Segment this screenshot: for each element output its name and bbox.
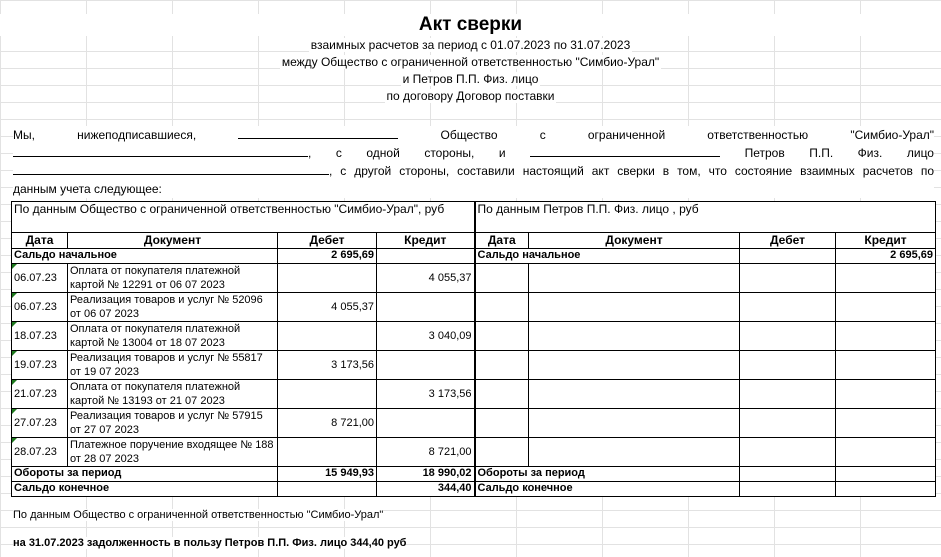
intro-line-1: Мы, нижеподписавшиеся, Общество с ограниченной ответственностью "Симбио-Урал"	[13, 128, 935, 142]
empty-cell	[836, 264, 936, 293]
signature-blank	[530, 145, 720, 157]
table-row	[12, 409, 936, 438]
table-row	[12, 351, 936, 380]
empty-cell	[740, 249, 836, 264]
row-debit	[278, 438, 377, 467]
empty-cell	[529, 293, 740, 322]
intro-line-3: , с другой стороны, составили настоящий акт сверки в том, что состояние взаимных расчетов по	[13, 162, 934, 180]
empty-cell	[475, 409, 529, 438]
row-credit	[377, 293, 475, 322]
intro-line-4: данным учета следующее:	[13, 182, 162, 196]
signature-blank	[13, 163, 329, 175]
empty-cell	[740, 438, 836, 467]
col-debit: Дебет	[278, 233, 377, 249]
row-document: Оплата от покупателя платежной картой № 13193 от 21 07 2023	[68, 380, 278, 409]
footer-debt-summary: на 31.07.2023 задолженность в пользу Петров П.П. Физ. лицо 344,40 руб	[13, 537, 407, 549]
signature-blank	[13, 145, 308, 157]
row-date: 21.07.23	[12, 380, 68, 409]
row-date: 18.07.23	[12, 322, 68, 351]
left-party-header: По данным Общество с ограниченной ответственностью "Симбио-Урал", руб	[12, 202, 475, 233]
row-credit	[377, 351, 475, 380]
empty-cell	[740, 482, 836, 497]
row-credit	[377, 409, 475, 438]
intro-paragraph	[13, 126, 934, 198]
row-document: Оплата от покупателя платежной картой № 13004 от 18 07 2023	[68, 322, 278, 351]
row-debit: 8 721,00	[278, 409, 377, 438]
empty-cell	[740, 264, 836, 293]
row-credit: 4 055,37	[377, 264, 475, 293]
empty-cell	[740, 293, 836, 322]
row-credit: 3 040,09	[377, 322, 475, 351]
turnover-credit: 18 990,02	[377, 467, 475, 482]
empty-cell	[529, 438, 740, 467]
right-party-header: По данным Петров П.П. Физ. лицо , руб	[475, 202, 936, 233]
table-row	[12, 322, 936, 351]
empty-cell	[475, 380, 529, 409]
row-debit	[278, 322, 377, 351]
empty-cell	[475, 351, 529, 380]
row-credit: 3 173,56	[377, 380, 475, 409]
row-date: 27.07.23	[12, 409, 68, 438]
row-date: 06.07.23	[12, 293, 68, 322]
opening-balance-label: Сальдо начальное	[12, 249, 278, 264]
subtitle-contract: по договору Договор поставки	[386, 89, 555, 103]
col-credit: Кредит	[836, 233, 936, 249]
empty-cell	[836, 351, 936, 380]
row-debit	[278, 264, 377, 293]
empty-cell	[740, 409, 836, 438]
col-debit: Дебет	[740, 233, 836, 249]
empty-cell	[529, 322, 740, 351]
row-debit: 4 055,37	[278, 293, 377, 322]
empty-cell	[278, 482, 377, 497]
document-title: Акт сверки	[0, 14, 941, 36]
row-document: Оплата от покупателя платежной картой № 12291 от 06 07 2023	[68, 264, 278, 293]
row-date: 28.07.23	[12, 438, 68, 467]
empty-cell	[377, 249, 475, 264]
empty-cell	[836, 409, 936, 438]
empty-cell	[475, 322, 529, 351]
turnover-debit: 15 949,93	[278, 467, 377, 482]
empty-cell	[740, 322, 836, 351]
turnover-label: Обороты за период	[12, 467, 278, 482]
table-row	[12, 293, 936, 322]
empty-cell	[836, 438, 936, 467]
row-debit	[278, 380, 377, 409]
closing-balance-label: Сальдо конечное	[12, 482, 278, 497]
intro-line-2: , с одной стороны, и Петров П.П. Физ. лицо	[13, 144, 934, 162]
empty-cell	[475, 438, 529, 467]
opening-balance-credit: 2 695,69	[836, 249, 936, 264]
closing-balance-credit: 344,40	[377, 482, 475, 497]
empty-cell	[740, 351, 836, 380]
col-credit: Кредит	[377, 233, 475, 249]
opening-balance-label: Сальдо начальное	[475, 249, 740, 264]
col-date: Дата	[475, 233, 529, 249]
closing-balance-label: Сальдо конечное	[475, 482, 740, 497]
table-row	[12, 380, 936, 409]
subtitle-period: взаимных расчетов за период с 01.07.2023 по 31.07.2023	[310, 38, 631, 52]
table-row	[12, 264, 936, 293]
row-document: Реализация товаров и услуг № 57915 от 27 07 2023	[68, 409, 278, 438]
row-debit: 3 173,56	[278, 351, 377, 380]
row-date: 06.07.23	[12, 264, 68, 293]
empty-cell	[529, 264, 740, 293]
empty-cell	[836, 467, 936, 482]
empty-cell	[475, 293, 529, 322]
footer-party-note: По данным Общество с ограниченной ответственностью "Симбио-Урал"	[13, 509, 384, 521]
col-date: Дата	[12, 233, 68, 249]
table-row	[12, 438, 936, 467]
subtitle-and: и Петров П.П. Физ. лицо	[402, 72, 539, 86]
col-document: Документ	[68, 233, 278, 249]
signature-blank	[238, 127, 398, 139]
empty-cell	[529, 380, 740, 409]
empty-cell	[836, 380, 936, 409]
row-document: Реализация товаров и услуг № 55817 от 19 07 2023	[68, 351, 278, 380]
empty-cell	[529, 409, 740, 438]
empty-cell	[529, 351, 740, 380]
row-document: Реализация товаров и услуг № 52096 от 06 07 2023	[68, 293, 278, 322]
empty-cell	[836, 293, 936, 322]
empty-cell	[836, 482, 936, 497]
empty-cell	[836, 322, 936, 351]
empty-cell	[740, 467, 836, 482]
reconciliation-table	[11, 201, 936, 497]
row-credit: 8 721,00	[377, 438, 475, 467]
empty-cell	[475, 264, 529, 293]
opening-balance-debit: 2 695,69	[278, 249, 377, 264]
col-document: Документ	[529, 233, 740, 249]
row-date: 19.07.23	[12, 351, 68, 380]
row-document: Платежное поручение входящее № 188 от 28 07 2023	[68, 438, 278, 467]
turnover-label: Обороты за период	[475, 467, 740, 482]
empty-cell	[740, 380, 836, 409]
subtitle-between: между Общество с ограниченной ответственностью "Симбио-Урал"	[281, 55, 660, 69]
